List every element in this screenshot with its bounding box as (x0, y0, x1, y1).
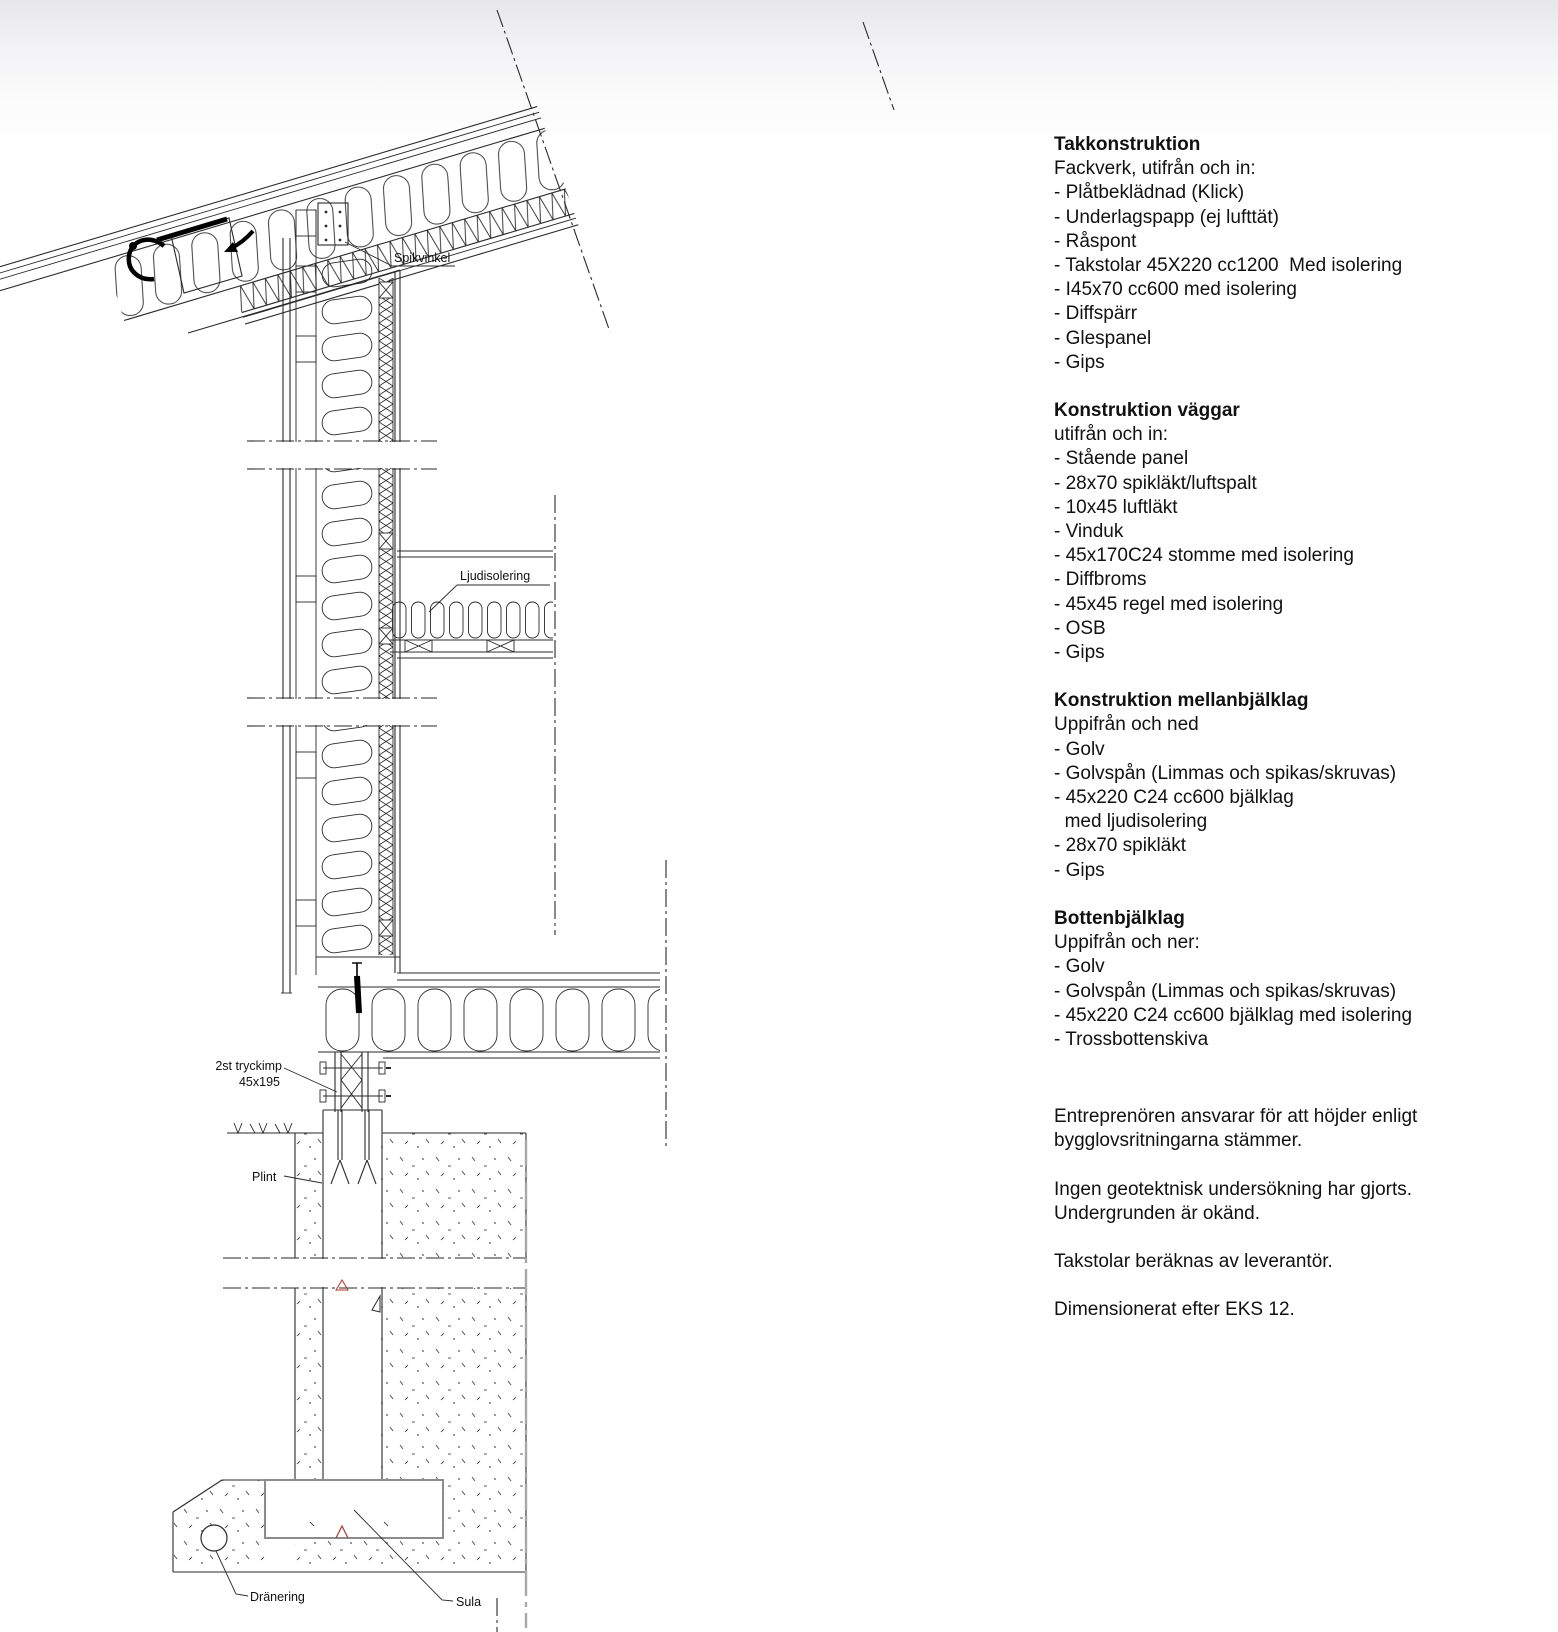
section-heading: Takkonstruktion (1054, 134, 1201, 155)
section-heading: Konstruktion väggar (1054, 400, 1240, 422)
bottom-floor-insulation (318, 987, 660, 1052)
floor-battens (405, 640, 514, 652)
spec-item: - Råspont (1054, 230, 1137, 252)
spec-item: - 45x170C24 stomme med isolering (1054, 545, 1354, 567)
spec-section-mellanbjalklag (1054, 689, 1494, 883)
middle-floor (390, 551, 553, 658)
spec-item: - OSB (1054, 617, 1106, 639)
spec-item: - 28x70 spikläkt (1054, 835, 1187, 857)
section-intro: Fackverk, utifrån och in: (1054, 158, 1256, 180)
spec-item: - Takstolar 45X220 cc1200 Med isolering (1054, 255, 1403, 277)
section-items (1054, 447, 1494, 665)
wall-section (281, 210, 400, 993)
dranering-label: Dränering (250, 1590, 305, 1604)
gutter-bead (129, 242, 137, 250)
spec-item: - Plåtbeklädnad (Klick) (1054, 182, 1245, 204)
wall-break-upper (247, 441, 437, 469)
spikvinkel-label: Spikvinkel (394, 251, 451, 265)
spec-item: - I45x70 cc600 med isolering (1054, 279, 1297, 301)
spec-section-takkonstruktion (1054, 133, 1494, 375)
spec-item: - Diffspärr (1054, 303, 1138, 325)
section-items (1054, 181, 1494, 375)
sula-label: Sula (456, 1595, 482, 1609)
spec-item: - Gips (1054, 859, 1105, 881)
tryckimp-label-line1: 2st tryckimp (215, 1059, 282, 1073)
footing (265, 1480, 443, 1538)
plint-label: Plint (252, 1170, 277, 1184)
spec-item: - Glespanel (1054, 327, 1152, 349)
wall-break-lower (247, 698, 437, 726)
section-items (1054, 738, 1494, 883)
wall-nailing-battens (296, 210, 316, 926)
spec-item: - Trossbottenskiva (1054, 1028, 1209, 1050)
spec-item: - Golvspån (Limmas och spikas/skruvas) (1054, 762, 1397, 784)
ljudisolering-label: Ljudisolering (460, 569, 531, 583)
note-paragraph: Dimensionerat efter EKS 12. (1054, 1299, 1295, 1321)
spec-item: - Vinduk (1054, 521, 1124, 543)
wall-insulation (318, 252, 377, 955)
tryckimp-leader (284, 1068, 337, 1092)
tryckimp-connection (320, 1052, 391, 1112)
spec-section-vaggar (1054, 399, 1494, 665)
spec-panel (1054, 133, 1494, 1346)
section-heading: Bottenbjälklag (1054, 907, 1185, 929)
note-paragraph: Ingen geotektnisk undersökning har gjorts. Undergrunden är okänd. (1054, 1178, 1413, 1224)
spec-item: - Golv (1054, 956, 1105, 978)
spec-item: - 45x220 C24 cc600 bjälklag med ljudisolering (1054, 787, 1294, 833)
general-notes (1054, 1105, 1494, 1322)
section-items (1054, 955, 1494, 1052)
spec-item: - Stående panel (1054, 448, 1189, 470)
drainage-pipe (201, 1525, 227, 1551)
spec-item: - Golv (1054, 738, 1105, 760)
note-paragraph: Entreprenören ansvarar för att höjder enligt bygglovsritningarna stämmer. (1054, 1106, 1418, 1152)
spec-item: - Diffbroms (1054, 569, 1147, 591)
spec-item: - 45x220 C24 cc600 bjälklag med isolering (1054, 1004, 1413, 1026)
bolt-row-lower (320, 1090, 391, 1102)
section-intro: Uppifrån och ned (1054, 714, 1199, 736)
roof-section (0, 94, 614, 394)
grass-marks (234, 1123, 292, 1133)
section-intro: Uppifrån och ner: (1054, 932, 1200, 954)
anchor-nail-shaft (357, 976, 359, 1013)
spec-item: - Gips (1054, 351, 1105, 373)
spec-item: - 28x70 spikläkt/luftspalt (1054, 472, 1257, 494)
roof-continuation-line (863, 22, 894, 110)
section-intro: utifrån och in: (1054, 424, 1169, 446)
spec-item: - Gips (1054, 642, 1105, 664)
bottom-floor (318, 963, 660, 1058)
spec-section-bottenbjalklag (1054, 907, 1494, 1052)
tryckimp-label-line2: 45x195 (238, 1075, 280, 1089)
sound-insulation (390, 600, 553, 640)
spec-item: - Golvspån (Limmas och spikas/skruvas) (1054, 980, 1397, 1002)
spec-item: - Underlagspapp (ej lufttät) (1054, 206, 1279, 228)
note-paragraph: Takstolar beräknas av leverantör. (1054, 1250, 1333, 1272)
spec-item: - 10x45 luftläkt (1054, 496, 1178, 518)
foundation (173, 1110, 526, 1572)
section-heading: Konstruktion mellanbjälklag (1054, 690, 1309, 712)
spec-item: - 45x45 regel med isolering (1054, 593, 1284, 615)
